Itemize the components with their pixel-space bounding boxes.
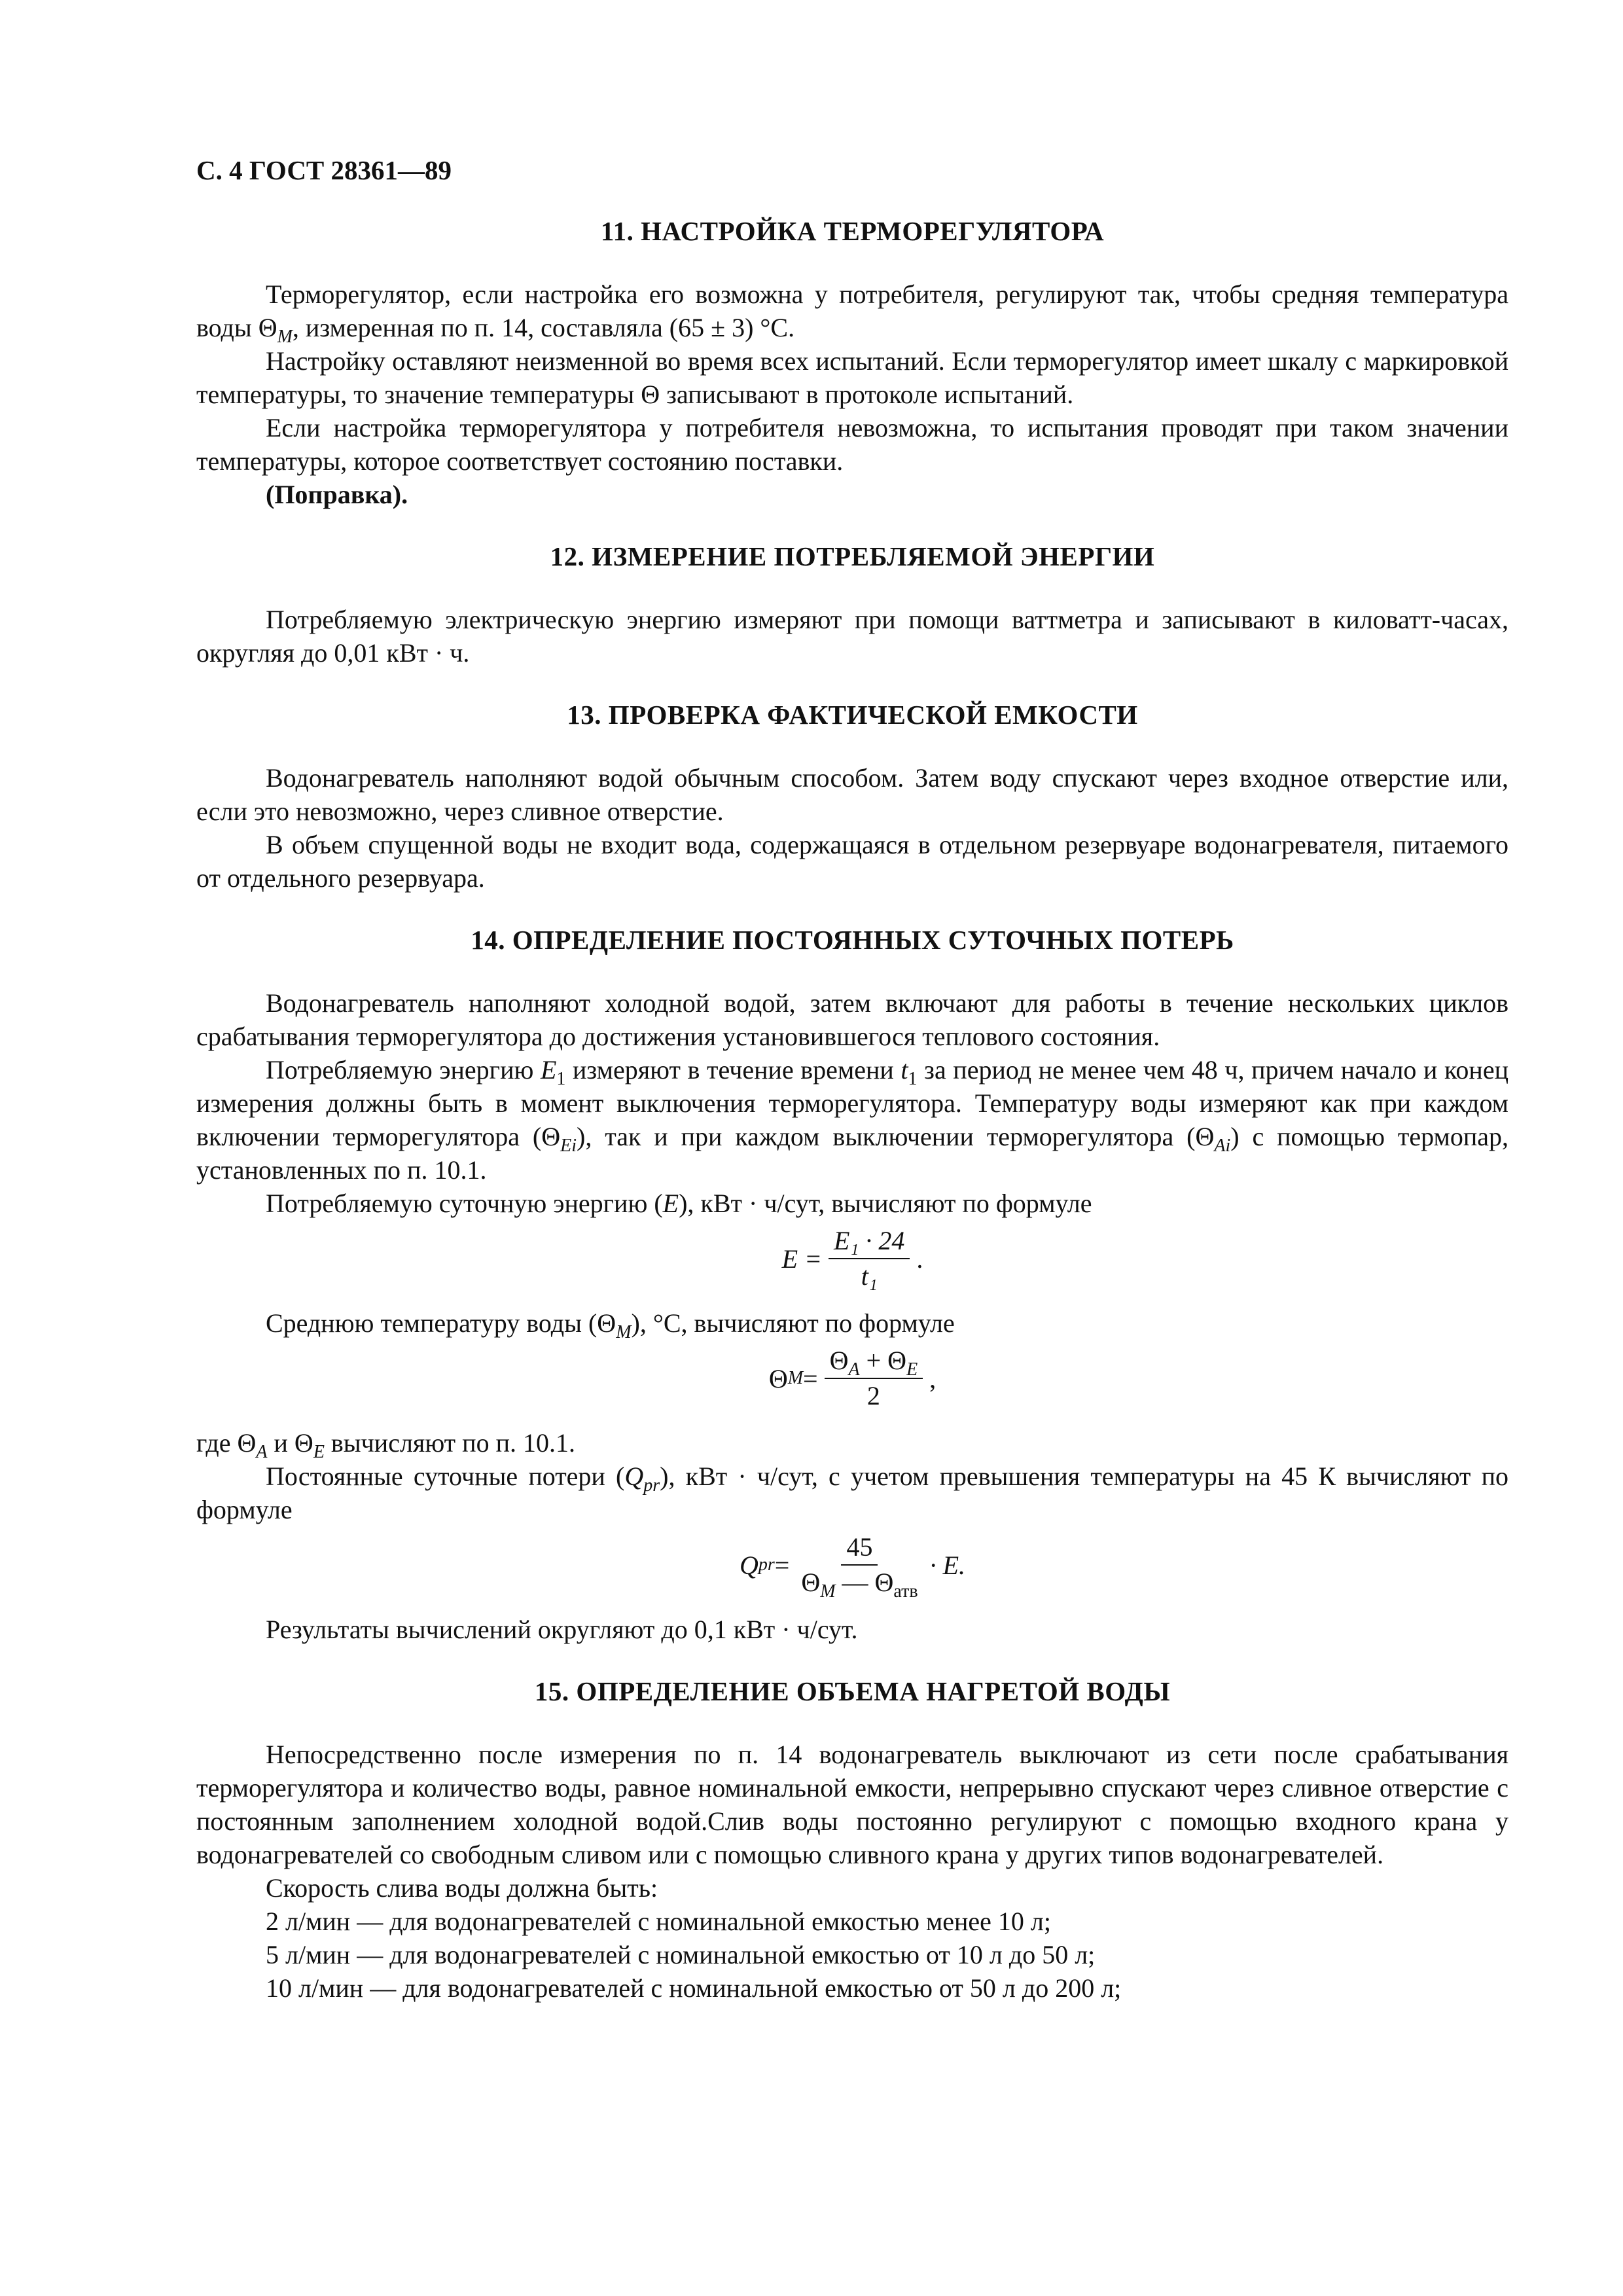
formula-2-end: , <box>929 1363 936 1393</box>
sym-ai-sub: Ai <box>1214 1136 1231 1156</box>
formula-mean-temperature <box>196 1345 1508 1412</box>
s14-p5-sub-e: E <box>313 1442 325 1462</box>
sym-ei-sub: Ei <box>560 1136 577 1156</box>
s11-p1-sub: M <box>277 327 293 347</box>
s14-paragraph-2 <box>196 1053 1508 1187</box>
s15-paragraph-2: Скорость слива воды должна быть: <box>266 1873 658 1903</box>
formula-2-lhs-sub: M <box>787 1368 804 1388</box>
formula-1-fraction <box>829 1225 910 1292</box>
s13-paragraph-2: В объем спущенной воды не входит вода, содержащаяся в отдельном резервуаре водонагревателя, питаемого от отдельного резервуара. <box>196 830 1508 893</box>
sym-e: E <box>662 1189 679 1218</box>
formula-3-den-a: Θ <box>801 1568 821 1597</box>
section-12 <box>196 540 1508 670</box>
formula-3-lhs: Q <box>739 1550 758 1580</box>
formula-3-end: · E. <box>929 1550 966 1580</box>
formula-2-denominator: 2 <box>866 1381 880 1410</box>
formula-3-lhs-sub: pr <box>758 1554 775 1575</box>
formula-2-num-sub-a: A <box>848 1359 860 1380</box>
s12-paragraph-1: Потребляемую электрическую энергию измеряют при помощи ваттметра и записывают в киловатт-часах, округляя до 0,01 кВт · ч. <box>196 605 1508 668</box>
formula-3-den-sub-atm: атв <box>893 1581 918 1602</box>
formula-daily-losses <box>196 1532 1508 1602</box>
s14-p3-b: ), кВт · ч/сут, вычисляют по формуле <box>679 1189 1092 1218</box>
section-13 <box>196 698 1508 895</box>
formula-3-den-sub-m: M <box>820 1581 836 1602</box>
s11-p1-text-b: , измеренная по п. 14, составляла (65 ± 3) °С. <box>292 313 795 342</box>
s14-paragraph-5 <box>196 1426 1508 1460</box>
s14-p5-b: и Θ <box>267 1428 313 1458</box>
formula-2-fraction <box>825 1345 923 1412</box>
formula-3-den-b: — Θ <box>835 1568 894 1597</box>
s14-p6-a: Постоянные суточные потери ( <box>266 1462 625 1491</box>
s14-paragraph-7: Результаты вычислений округляют до 0,1 кВт · ч/сут. <box>266 1615 858 1644</box>
formula-2-eq: = <box>803 1363 818 1393</box>
s11-paragraph-1 <box>196 278 1508 347</box>
section-14-title: 14. ОПРЕДЕЛЕНИЕ ПОСТОЯННЫХ СУТОЧНЫХ ПОТЕРЬ <box>471 925 1234 955</box>
s14-p2-d: ), так и при каждом выключении терморегулятора (Θ <box>577 1122 1215 1151</box>
section-15-title: 15. ОПРЕДЕЛЕНИЕ ОБЪЕМА НАГРЕТОЙ ВОДЫ <box>534 1676 1171 1706</box>
sym-q-sub: pr <box>643 1475 660 1496</box>
s14-p4-a: Среднюю температуру воды (Θ <box>266 1308 616 1338</box>
formula-1-lhs: E = <box>781 1244 823 1274</box>
section-11 <box>196 215 1508 511</box>
s14-p5-a: где Θ <box>196 1428 257 1458</box>
s15-list-item-1: 2 л/мин — для водонагревателей с номинальной емкостью менее 10 л; <box>266 1907 1051 1936</box>
s14-p5-sub-a: A <box>256 1442 268 1462</box>
s14-paragraph-4 <box>196 1306 1508 1340</box>
section-11-title: 11. НАСТРОЙКА ТЕРМОРЕГУЛЯТОРА <box>600 216 1105 246</box>
section-12-title: 12. ИЗМЕРЕНИЕ ПОТРЕБЛЯЕМОЙ ЭНЕРГИИ <box>550 541 1155 571</box>
formula-2-num-b: + Θ <box>859 1346 907 1375</box>
formula-3-denominator <box>796 1566 923 1602</box>
s13-paragraph-1: Водонагреватель наполняют водой обычным способом. Затем воду спускают через входное отверстие или, если это невозможно, через сливное отверстие. <box>196 763 1508 826</box>
formula-1-end: . <box>916 1244 923 1274</box>
s11-amendment-note: (Поправка). <box>266 480 408 509</box>
section-15 <box>196 1675 1508 2005</box>
formula-1-denominator: t₁ <box>861 1261 878 1291</box>
formula-3-numerator: 45 <box>841 1532 878 1566</box>
sym-q: Q <box>624 1462 644 1491</box>
sym-t1-sub: 1 <box>908 1069 918 1089</box>
sym-e1-sub: 1 <box>556 1069 566 1089</box>
sym-t1: t <box>901 1055 908 1085</box>
s11-p1-text-a: Терморегулятор, если настройка его возможна у потребителя, регулируют так, чтобы средняя температура воды Θ <box>196 279 1508 342</box>
s14-p4-b: ), °С, вычисляют по формуле <box>631 1308 955 1338</box>
s14-p5-c: вычисляют по п. 10.1. <box>324 1428 575 1458</box>
sym-m-sub: M <box>616 1322 632 1342</box>
formula-daily-energy <box>196 1225 1508 1292</box>
formula-2-lhs: Θ <box>768 1363 788 1393</box>
s15-list-item-3: 10 л/мин — для водонагревателей с номинальной емкостью от 50 л до 200 л; <box>266 1973 1122 2003</box>
s14-p2-e: ) с помощью термопар, установленных по п. 10.1. <box>196 1122 1508 1185</box>
s14-paragraph-6 <box>196 1460 1508 1526</box>
s14-paragraph-3 <box>196 1187 1508 1220</box>
formula-2-num-a: Θ <box>829 1346 849 1375</box>
formula-2-numerator <box>825 1345 923 1379</box>
formula-2-num-sub-e: E <box>906 1359 918 1380</box>
section-14 <box>196 924 1508 1646</box>
s11-paragraph-3: Если настройка терморегулятора у потребителя невозможна, то испытания проводят при таком значении температуры, которое соответствует состоянию поставки. <box>196 413 1508 476</box>
running-head: С. 4 ГОСТ 28361—89 <box>196 155 452 185</box>
s14-p2-c: за период не менее чем 48 ч, причем начало и конец измерения должны быть в момент выключения терморегулятора. Температуру воды измеряют как при каждом включении терморегулятора (Θ <box>196 1055 1508 1151</box>
s14-p3-a: Потребляемую суточную энергию ( <box>266 1189 663 1218</box>
sym-e1: E <box>540 1055 557 1085</box>
s15-list-item-2: 5 л/мин — для водонагревателей с номинальной емкостью от 10 л до 50 л; <box>266 1940 1096 1969</box>
section-13-title: 13. ПРОВЕРКА ФАКТИЧЕСКОЙ ЕМКОСТИ <box>567 700 1138 730</box>
formula-3-eq: = <box>774 1550 790 1580</box>
s15-paragraph-1: Непосредственно после измерения по п. 14 водонагреватель выключают из сети после срабатывания терморегулятора и количество воды, равное номинальной емкости, непрерывно спускают через сливное отверстие с постоянным заполнением холодной водой.Слив воды постоянно регулируют с помощью входного крана у водонагревателей со свободным сливом или с помощью сливного крана у других типов водонагревателей. <box>196 1740 1508 1869</box>
s14-paragraph-1: Водонагреватель наполняют холодной водой, затем включают для работы в течение нескольких циклов срабатывания терморегулятора до достижения установившегося теплового состояния. <box>196 988 1508 1051</box>
formula-1-numerator: E₁ · 24 <box>829 1225 910 1259</box>
s14-p2-b: измеряют в течение времени <box>565 1055 901 1085</box>
s14-p6-b: ), кВт · ч/сут, с учетом превышения температуры на 45 К вычисляют по формуле <box>196 1462 1508 1524</box>
s11-paragraph-2: Настройку оставляют неизменной во время всех испытаний. Если терморегулятор имеет шкалу с маркировкой температуры, то значение температуры Θ записывают в протоколе испытаний. <box>196 346 1508 409</box>
formula-3-fraction <box>796 1532 923 1602</box>
s14-p2-a: Потребляемую энергию <box>266 1055 541 1085</box>
document-page <box>196 154 1508 2034</box>
